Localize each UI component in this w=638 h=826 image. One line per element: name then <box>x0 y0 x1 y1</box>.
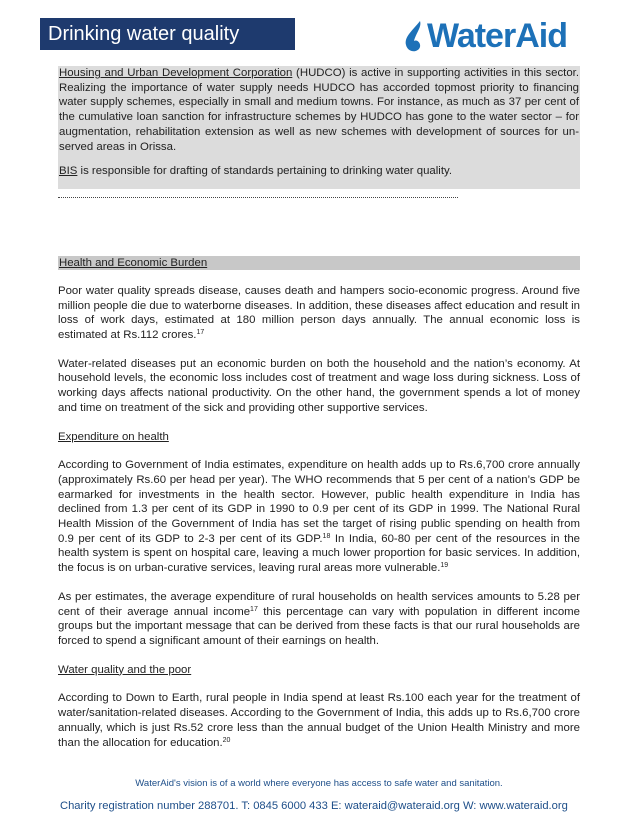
page-content <box>58 66 580 764</box>
intro-box <box>58 66 580 189</box>
health-paragraph-2: Water-related diseases put an economic burden on both the household and the nation’s economy. At household levels, the economic loss includes cost of treatment and wage loss during sickness. Loss of working days affects national productivity. On the other hand, the government spends a lot of money and time on treatment of the sick and providing other supportive services. <box>58 357 580 414</box>
hudco-link[interactable]: Housing and Urban Development Corporation <box>59 67 293 79</box>
footnote-ref: 17 <box>196 329 205 337</box>
wateraid-logo <box>400 14 585 58</box>
footnote-ref: 20 <box>222 736 231 744</box>
hudco-paragraph <box>59 66 579 154</box>
poor-paragraph-1 <box>58 691 580 750</box>
footnote-ref: 18 <box>322 532 331 540</box>
bis-paragraph <box>59 164 579 189</box>
bis-link[interactable]: BIS <box>59 165 78 178</box>
expenditure-p2b-text: this percentage can vary with population in different income groups but the important message that can be derived from these facts is that our rural households are forced to spend a significant amount of their earnings on health. <box>58 605 580 647</box>
water-drop-icon <box>400 17 426 55</box>
expenditure-p1a-text: According to Government of India estimates, expenditure on health adds up to Rs.6,700 crore annually (approximately Rs.60 per head per year). The WHO recommends that 5 per cent of a nation’s GDP be earmarked for investments in the health sector. However, public health expenditure in India has declined from 1.3 per cent of its GDP in 1990 to 0.9 per cent of its GDP in 1999. The National Rural Health Mission of the Government of India has set the target of rising public spending on health from 0.9 per cent of its GDP to 2-3 per cent of its GDP. <box>58 459 580 545</box>
poor-heading: Water quality and the poor <box>58 663 192 676</box>
dotted-divider <box>58 197 458 198</box>
expenditure-paragraph-2 <box>58 590 580 649</box>
charity-info: Charity registration number 288701. T: 0845 6000 433 E: wateraid@wateraid.org W: www.wateraid.org <box>60 800 568 812</box>
vision-statement: WaterAid's vision is of a world where everyone has access to safe water and sanitation. <box>135 778 503 789</box>
health-p1-text: Poor water quality spreads disease, causes death and hampers socio-economic progress. Around five million people die due to waterborne diseases. In addition, these diseases affect education and result in loss of work days, estimated at 180 million person days annually. The annual economic loss is estimated at Rs.112 crores. <box>58 284 580 342</box>
health-heading: Health and Economic Burden <box>58 256 580 270</box>
poor-p1-text: According to Down to Earth, rural people in India spend at least Rs.100 each year for the treatment of water/sanitation-related diseases. According to the Government of India, this adds up to Rs.6,700 crore annually, which is just Rs.52 crore less than the annual budget of the Union Health Ministry and more than the allocation for education. <box>58 692 580 749</box>
health-paragraph-1 <box>58 284 580 343</box>
footnote-ref: 17 <box>250 605 258 613</box>
logo-text: WaterAid <box>427 16 567 55</box>
expenditure-paragraph-1 <box>58 458 580 576</box>
expenditure-p2a-text: As per estimates, the average expenditure of rural households on health services amounts to 5.28 per cent of their average annual income <box>58 590 580 618</box>
footnote-ref: 19 <box>440 562 449 570</box>
bis-text: is responsible for drafting of standards pertaining to drinking water quality. <box>77 165 452 178</box>
expenditure-heading: Expenditure on health <box>58 430 169 443</box>
hudco-text: (HUDCO) is active in supporting activities in this sector. Realizing the importance of water supply needs HUDCO has accorded topmost priority to financing water supply schemes, especially in small and medium towns. For instance, as much as 37 per cent of the cumulative loan sanction for infrastructure schemes by HUDCO has gone to the water sector – for augmentation, rehabilitation extension as well as new schemes with development of sources for un-served areas in Orissa. <box>59 67 579 153</box>
expenditure-p1b-text: In India, 60-80 per cent of the resources in the health system is spent on hospital care, leaving a much lower proportion for basic services. In addition, the focus is on urban-curative services, leaving rural areas more vulnerable. <box>58 532 580 575</box>
page-title: Drinking water quality <box>40 18 295 50</box>
